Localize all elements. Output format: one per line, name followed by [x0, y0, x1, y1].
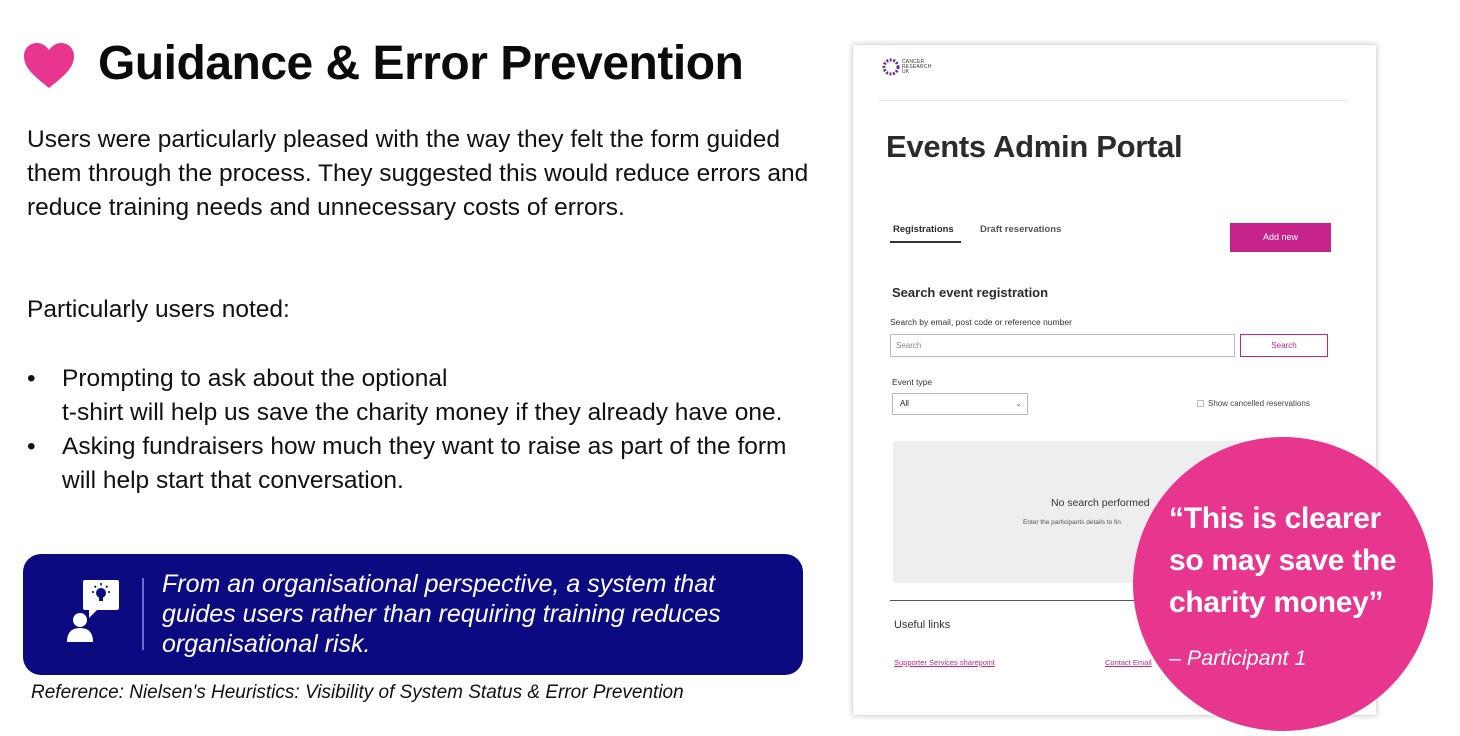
- supporter-services-link[interactable]: Supporter Services sharepoint: [894, 658, 995, 667]
- search-input[interactable]: Search: [890, 334, 1235, 357]
- quote-attribution: – Participant 1: [1169, 646, 1307, 670]
- list-item: [27, 362, 817, 430]
- show-cancelled-checkbox[interactable]: [1197, 399, 1310, 408]
- event-type-label: Event type: [892, 377, 933, 387]
- empty-state-title: No search performed: [1051, 497, 1150, 509]
- quote-text: “This is clearer so may save the charity money”: [1169, 502, 1397, 619]
- add-new-button[interactable]: Add new: [1230, 223, 1331, 252]
- event-type-select[interactable]: [892, 393, 1028, 415]
- reference-note: Reference: Nielsen's Heuristics: Visibility of System Status & Error Prevention: [31, 682, 684, 703]
- insight-callout: [23, 554, 803, 675]
- header-divider: [878, 100, 1348, 101]
- heart-icon: [22, 42, 76, 90]
- logo-icon: [881, 57, 901, 77]
- bullet-1-line-2: t-shirt will help us save the charity money if they already have one.: [62, 399, 783, 426]
- search-button[interactable]: Search: [1240, 334, 1328, 357]
- slide-title: Guidance & Error Prevention: [98, 37, 744, 90]
- tab-registrations[interactable]: Registrations: [893, 224, 954, 235]
- person-idea-icon: [65, 578, 125, 642]
- active-tab-indicator: [890, 241, 961, 243]
- event-type-value: All: [900, 399, 909, 408]
- bullet-1-line-1: Prompting to ask about the optional: [62, 365, 448, 392]
- cancer-research-logo: [881, 57, 941, 79]
- chevron-down-icon: ⌄: [1015, 399, 1022, 408]
- useful-links-heading: Useful links: [894, 619, 951, 631]
- logo-text: CANCER RESEARCH UK: [902, 59, 932, 75]
- findings-list: [27, 362, 817, 498]
- checkbox-icon: [1197, 400, 1204, 407]
- list-item: [27, 430, 817, 498]
- contact-email-link[interactable]: Contact Email: [1105, 658, 1152, 667]
- search-label: Search by email, post code or reference number: [890, 317, 1072, 327]
- empty-state-subtitle: Enter the participants details to fin: [1023, 519, 1121, 526]
- bullet-2-text: Asking fundraisers how much they want to raise as part of the form will help start that conversation.: [62, 433, 787, 494]
- intro-paragraph: Users were particularly pleased with the way they felt the form guided them through the process. They suggested this would reduce errors and reduce training needs and unnecessary costs of errors.: [27, 126, 809, 221]
- quote-bubble: [1133, 437, 1433, 731]
- noted-label: Particularly users noted:: [27, 296, 290, 323]
- portal-title: Events Admin Portal: [886, 129, 1183, 164]
- search-heading: Search event registration: [892, 285, 1049, 300]
- show-cancelled-label: Show cancelled reservations: [1208, 399, 1310, 408]
- tab-draft-reservations[interactable]: Draft reservations: [980, 224, 1062, 235]
- callout-text: From an organisational perspective, a system that guides users rather than requiring training reduces organisational risk.: [162, 570, 721, 658]
